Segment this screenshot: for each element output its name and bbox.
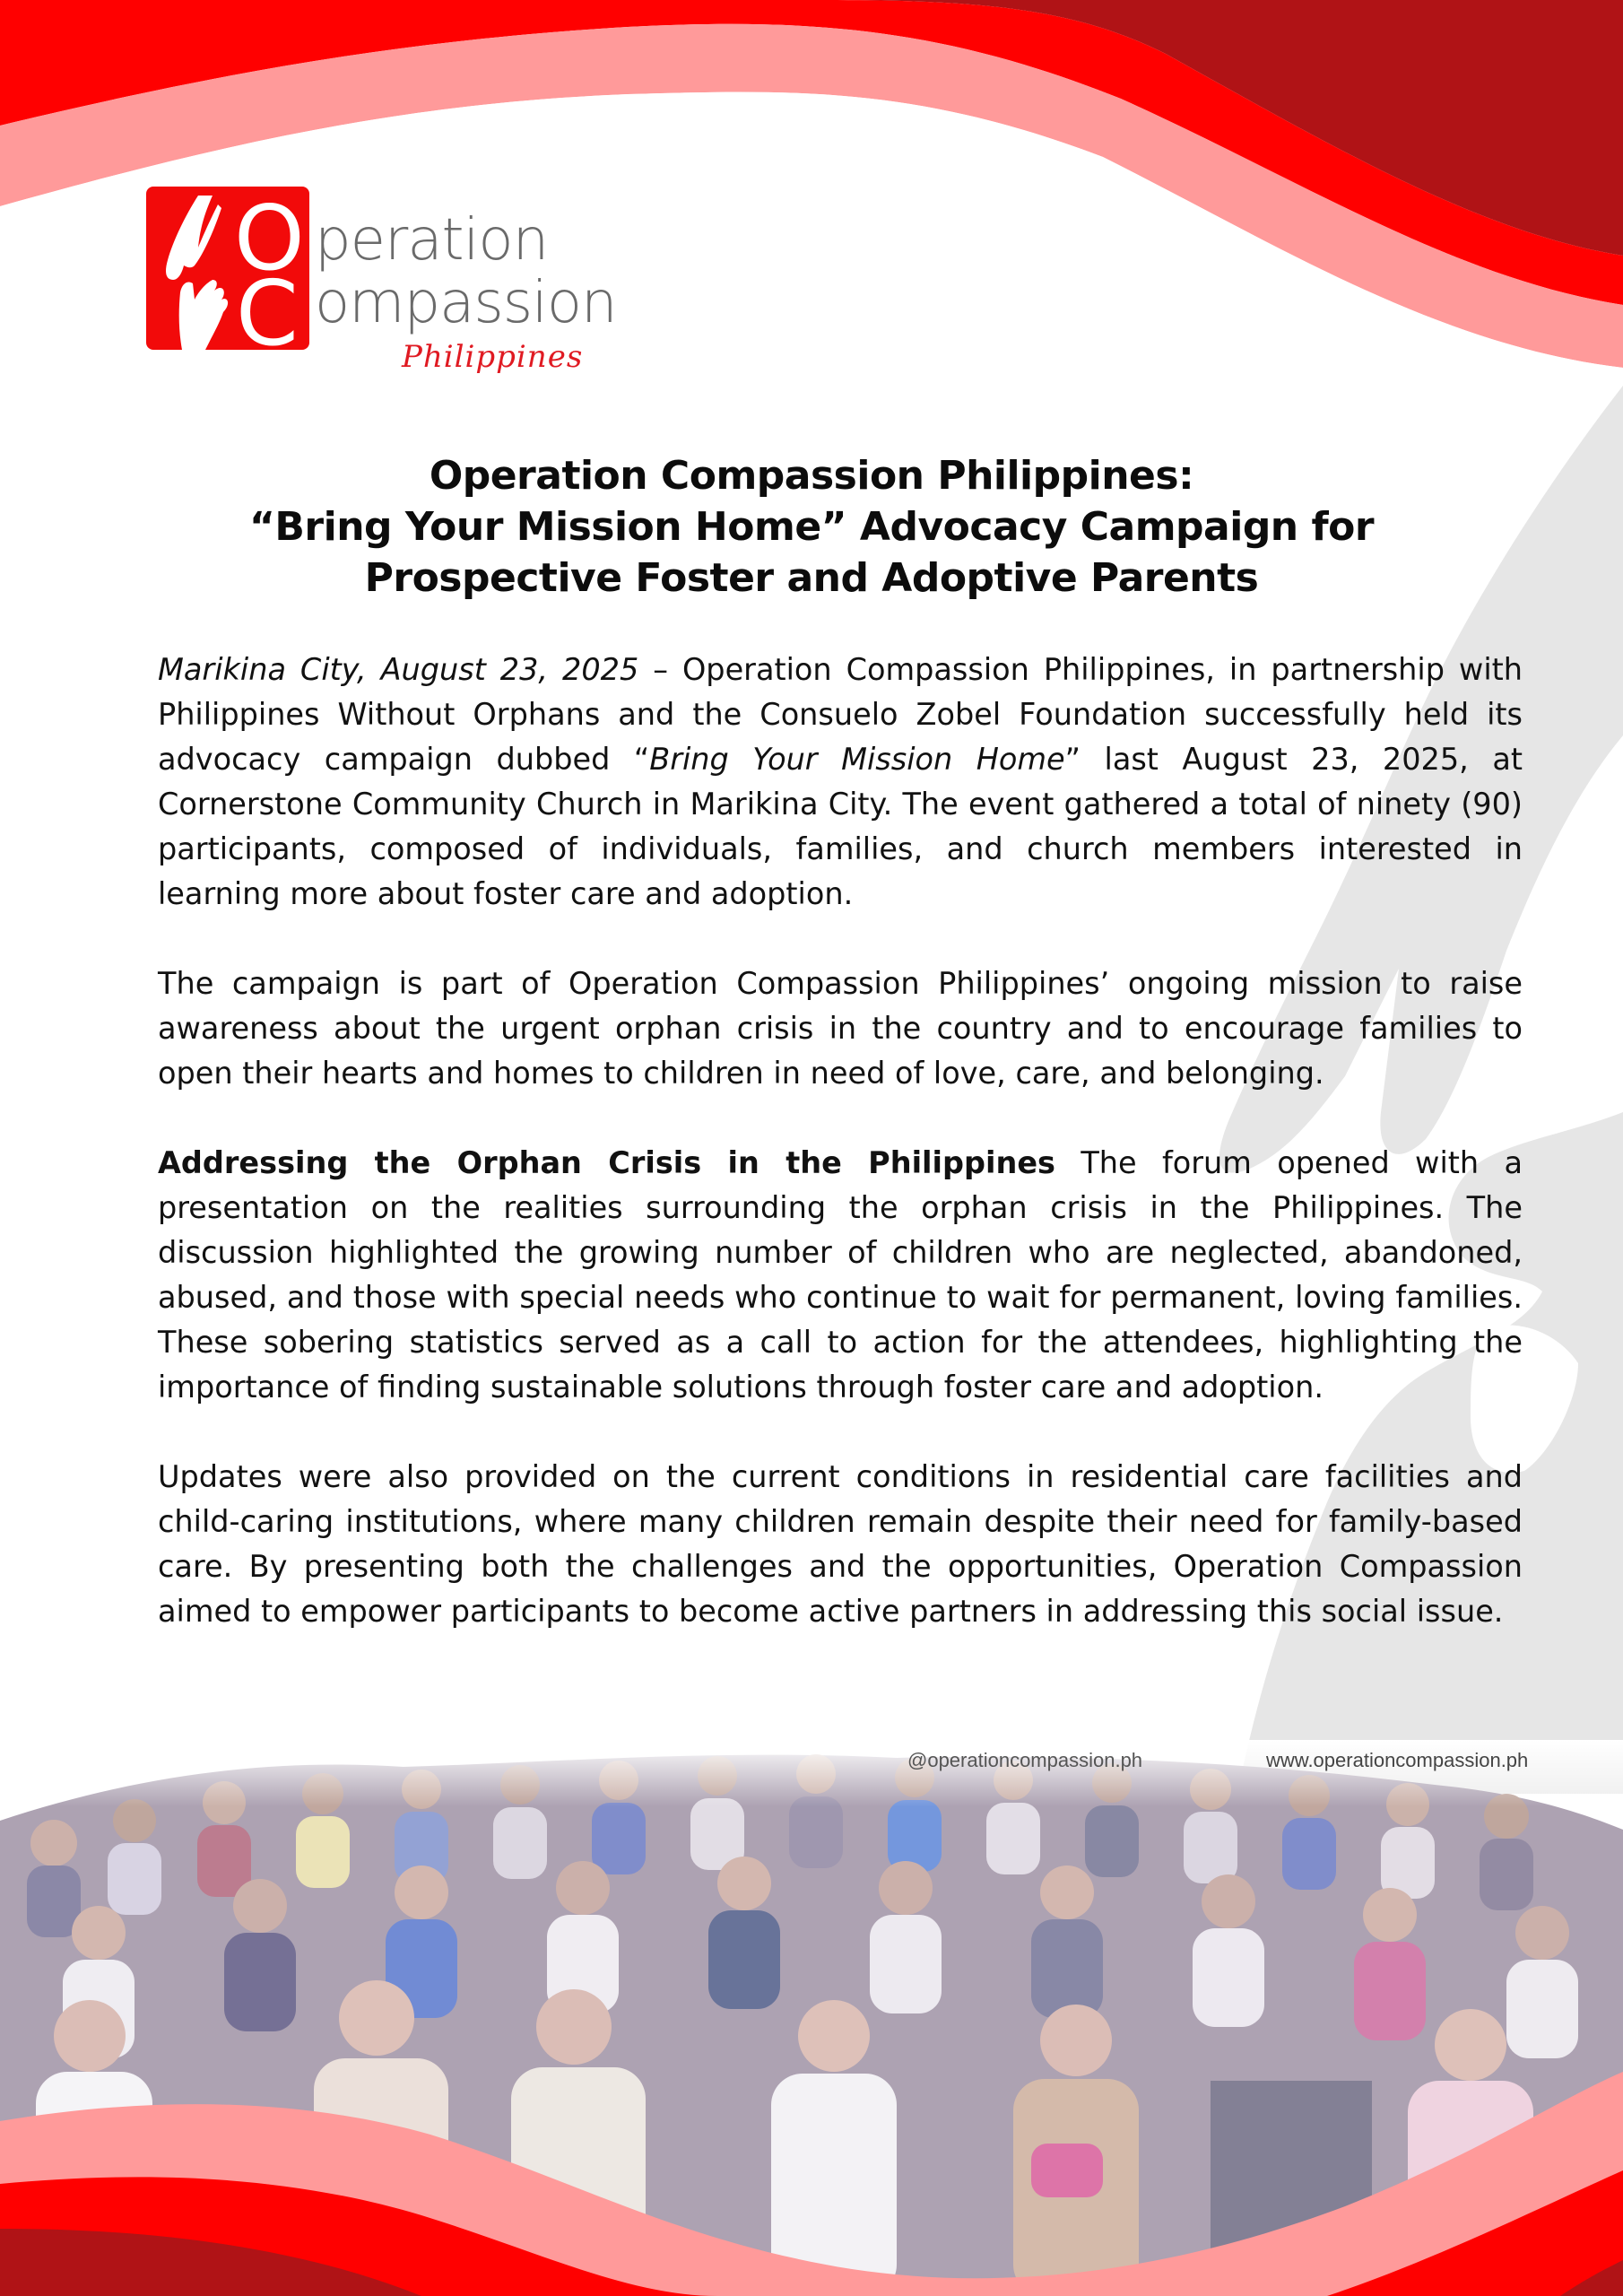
operation-compassion-logo — [146, 187, 648, 393]
article-body — [158, 648, 1523, 1679]
dateline: Marikina City, August 23, 2025 — [158, 652, 639, 687]
logo-letter-o: O — [234, 187, 305, 291]
logo-letter-c: C — [236, 261, 299, 350]
social-handle-text: @operationcompassion.ph — [907, 1749, 1143, 1771]
website-text: www.operationcompassion.ph — [1266, 1749, 1529, 1771]
campaign-name: Bring Your Mission Home — [649, 742, 1065, 777]
updates-text: Updates were also provided on the current conditions in residential care facilities and child-caring institutions, where many children remain despite their need for family-based care. By presenting both the challenges and the opportunities, Operation Compassion aimed to empower participants to become active partners in addressing this social issue. — [158, 1459, 1523, 1629]
title-line-3: Prospective Foster and Adoptive Parents — [364, 555, 1259, 601]
paragraph-orphan-crisis — [158, 1141, 1523, 1410]
orphan-crisis-text: The forum opened with a presentation on the realities surrounding the orphan crisis in the Philippines. The discussion highlighted the growing number of children who are neglected, abandoned, abused, and those with special needs who continue to wait for permanent, loving families. These sobering statistics served as a call to action for the attendees, highlighting the importance of finding sustainable solutions through foster care and adoption. — [158, 1145, 1523, 1405]
intro-text-b: ” last August 23, 2025, at Cornerstone Community Church in Marikina City. The event gathered a total of ninety (90) participants, composed of individuals, families, and church members interested in learning more about foster care and adoption. — [158, 742, 1523, 911]
website-link[interactable] — [1266, 1749, 1528, 1772]
paragraph-intro — [158, 648, 1523, 917]
paragraph-mission — [158, 961, 1523, 1096]
page-title — [143, 450, 1480, 604]
mission-text: The campaign is part of Operation Compassion Philippines’ ongoing mission to raise awareness about the urgent orphan crisis in the country and to encourage families to open their hearts and homes to children in need of love, care, and belonging. — [158, 966, 1523, 1091]
title-line-1: Operation Compassion Philippines: — [429, 453, 1194, 499]
title-line-2: “Bring Your Mission Home” Advocacy Campaign for — [248, 504, 1375, 550]
section-heading-orphan-crisis: Addressing the Orphan Crisis in the Philippines — [158, 1145, 1055, 1180]
paragraph-updates — [158, 1455, 1523, 1634]
intro-text-a: – Operation Compassion Philippines, in partnership with Philippines Without Orphans and the Consuelo Zobel Foundation successfully held its advocacy campaign dubbed “ — [158, 652, 1523, 777]
logo-word-compassion: ompassion — [315, 270, 617, 336]
social-handle — [907, 1749, 1142, 1772]
logo-script-philippines: Philippines — [402, 339, 584, 375]
group-photo — [0, 1740, 1623, 2296]
logo-word-operation: peration — [315, 207, 549, 274]
logo-red-square — [146, 187, 309, 350]
